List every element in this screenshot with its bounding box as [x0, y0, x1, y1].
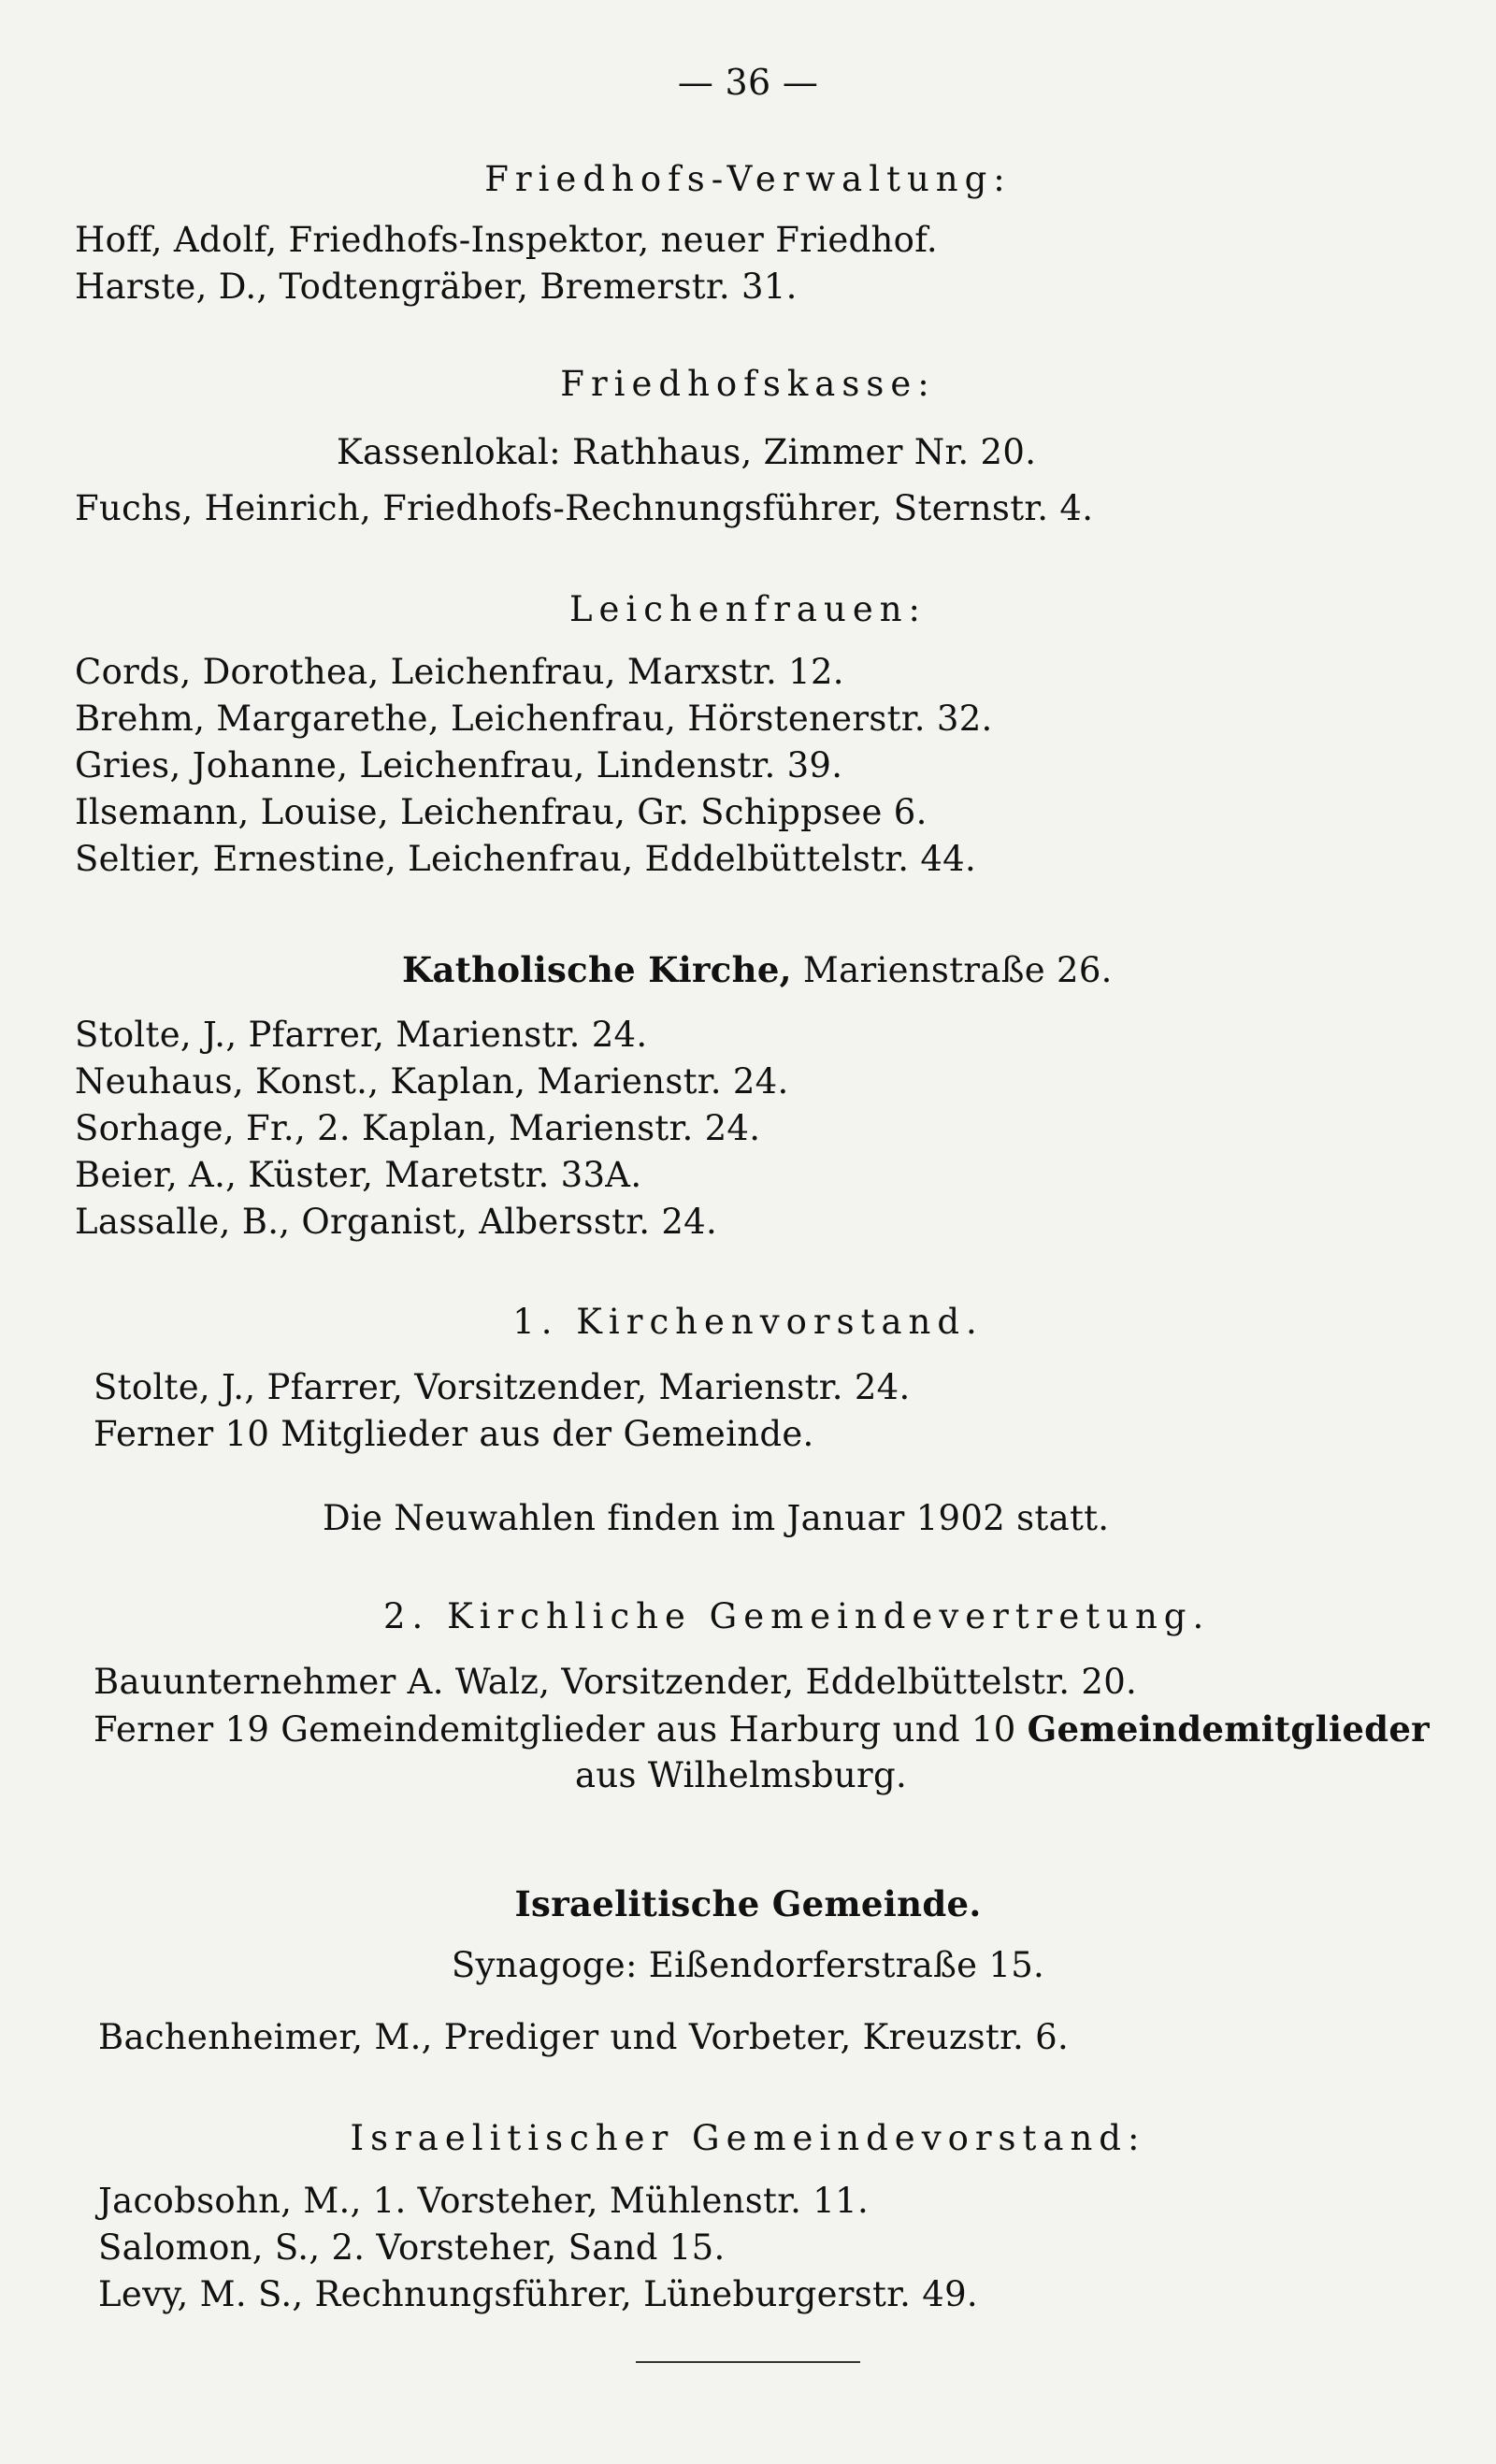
heading-text: 2. Kirchliche Gemeindevertretung.	[383, 1596, 1211, 1636]
entry-line: Seltier, Ernestine, Leichenfrau, Eddelbüttelstr. 44.	[75, 839, 977, 879]
entry-line-bold: Gemeindemitglieder	[1027, 1708, 1430, 1750]
heading-address-part: Marienstraße 26.	[791, 950, 1113, 990]
entry-line-start: Ferner 19 Gemeindemitglieder aus Harburg und 10	[94, 1709, 1028, 1750]
section-heading-friedhofskasse: Friedhofskasse:	[560, 364, 936, 404]
entry-line: Bachenheimer, M., Prediger und Vorbeter, Kreuzstr. 6.	[98, 2017, 1070, 2057]
entry-line: Bauunternehmer A. Walz, Vorsitzender, Eddelbüttelstr. 20.	[94, 1662, 1138, 1702]
entry-line: Salomon, S., 2. Vorsteher, Sand 15.	[98, 2227, 726, 2268]
heading-bold-part: Katholische Kirche,	[402, 949, 792, 990]
entry-line: Levy, M. S., Rechnungsführer, Lüneburgerstr. 49.	[98, 2274, 978, 2314]
section-heading-israelitische-gemeinde: Israelitische Gemeinde.	[514, 1883, 982, 1924]
section-heading-leichenfrauen: Leichenfrauen:	[568, 589, 928, 629]
section-heading-katholische-kirche	[402, 947, 1113, 993]
entry-line: Jacobsohn, M., 1. Vorsteher, Mühlenstr. 11.	[98, 2181, 870, 2221]
entry-line: Beier, A., Küster, Maretstr. 33A.	[75, 1155, 642, 1195]
section-heading-gemeindevertretung	[383, 1594, 1210, 1639]
entry-line: Fuchs, Heinrich, Friedhofs-Rechnungsführer, Sternstr. 4.	[75, 488, 1094, 528]
note-line: Die Neuwahlen finden im Januar 1902 statt.	[323, 1498, 1110, 1538]
closing-divider	[636, 2361, 860, 2363]
entry-line: Brehm, Margarethe, Leichenfrau, Hörstenerstr. 32.	[75, 699, 993, 739]
entry-line: Neuhaus, Konst., Kaplan, Marienstr. 24.	[75, 1061, 789, 1102]
entry-line: Lassalle, B., Organist, Albersstr. 24.	[75, 1202, 718, 1242]
page-number: — 36 —	[677, 62, 819, 103]
section-heading-kirchenvorstand: 1. Kirchenvorstand.	[512, 1302, 984, 1342]
entry-line: Stolte, J., Pfarrer, Marienstr. 24.	[75, 1015, 648, 1055]
entry-line: Gries, Johanne, Leichenfrau, Lindenstr. 39.	[75, 745, 843, 785]
entry-line: Sorhage, Fr., 2. Kaplan, Marienstr. 24.	[75, 1108, 761, 1148]
kassenlokal-line: Kassenlokal: Rathhaus, Zimmer Nr. 20.	[337, 432, 1037, 472]
entry-line: Ferner 10 Mitglieder aus der Gemeinde.	[94, 1414, 814, 1454]
section-heading-friedhofs-verwaltung: Friedhofs-Verwaltung:	[484, 159, 1012, 199]
entry-line: Ilsemann, Louise, Leichenfrau, Gr. Schippsee 6.	[75, 792, 928, 832]
entry-line: Harste, D., Todtengräber, Bremerstr. 31.	[75, 267, 798, 307]
synagoge-line: Synagoge: Eißendorferstraße 15.	[451, 1945, 1045, 1985]
entry-line: Stolte, J., Pfarrer, Vorsitzender, Marienstr. 24.	[94, 1367, 911, 1407]
entry-line: aus Wilhelmsburg.	[575, 1755, 908, 1795]
section-heading-gemeindevorstand: Israelitischer Gemeindevorstand:	[350, 2118, 1146, 2158]
entry-line: Hoff, Adolf, Friedhofs-Inspektor, neuer Friedhof.	[75, 220, 938, 260]
entry-line	[94, 1707, 1430, 1752]
entry-line: Cords, Dorothea, Leichenfrau, Marxstr. 12.	[75, 652, 844, 692]
